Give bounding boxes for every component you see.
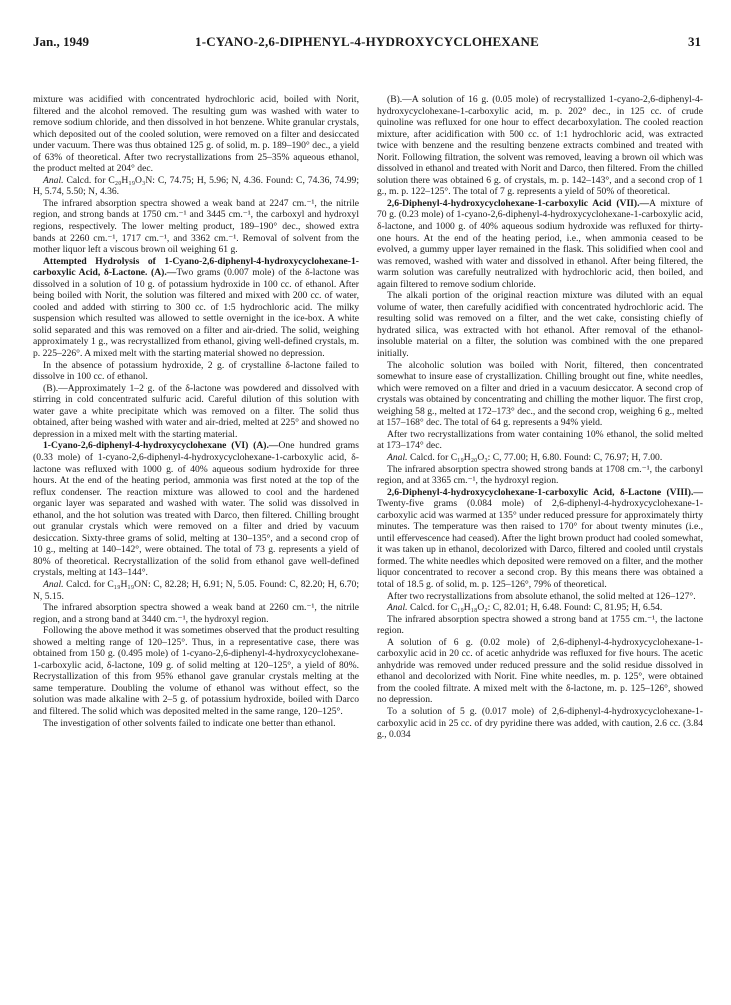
section-paragraph [377,198,703,290]
paragraph-text: Calcd. for C₁₉H₁₈O₂: C, 82.01; H, 6.48. Found: C, 81.95; H, 6.54. [409,602,663,614]
paragraph-text: (B).—A solution of 16 g. (0.05 mole) of recrystallized 1-cyano-2,6-diphenyl-4-hydroxycyclohexane-1-carboxylic acid, m. p. 202° dec., in 125 cc. of crude quinoline was refluxed for one hour to effect decarboxylation. The cooled reaction mixture, after acidification with 500 cc. of 1:1 hydrochloric acid, was extracted twice with benzene and the resulting benzene extracts combined and treated with Norit. Following filtration, the solvent was removed, leaving a brown oil which was dissolved in ethanol and treated with Norit and Darco, then filtered. From the chilled solution there was obtained 6 g. of crystals, m. p. 142–143°, and a second crop of 1 g., m. p. 122–125°. The total of 7 g. represents a yield of 50% of theoretical. [377,94,703,198]
analysis-paragraph [33,579,359,602]
paragraph-text: mixture was acidified with concentrated hydrochloric acid, boiled with Norit, filtered and the alcohol removed. The resulting gum was washed with water to remove sodium chloride, and then dissolved in hot benzene. White granular crystals, which deposited out of the cooled solution, were removed on a filter and desiccated under vacuum. There was thus obtained 125 g. of solid, m. p. 189–190° dec., a yield of 63% of theoretical. After two recrystallizations from 25–35% aqueous ethanol, the product melted at 204° dec. [33,94,359,175]
issue-date: Jan., 1949 [33,34,89,49]
analysis-label: Anal. [387,602,408,614]
paragraph-text: Twenty-five grams (0.084 mole) of 2,6-diphenyl-4-hydroxycyclohexane-1-carboxylic acid was warmed at 135° under reduced pressure for approximately thirty minutes. The temperature was then raised to 170° for about twenty minutes (i.e., until effervescence had ceased). After the light brown product had cooled somewhat, it was taken up in ethanol, decolorized with Darco, filtered and cooled until crystals formed. The white needles which deposited were removed on a filter, and the mother liquor concentrated to recover a second crop. By this means there was obtained a total of 18.5 g. of solid, m. p. 125–126°, 79% of theoretical. [377,498,703,590]
paragraph-text: After two recrystallizations from water containing 10% ethanol, the solid melted at 173–174° dec. [377,428,703,452]
analysis-paragraph [33,175,359,198]
paragraph-text: Calcd. for C₁₉H₂₀O₃: C, 77.00; H, 6.80. Found: C, 76.97; H, 7.00. [409,451,663,463]
paragraph-text: The infrared absorption spectra showed a strong band at 1755 cm.⁻¹, the lactone region. [377,613,703,637]
paragraph-text: The infrared absorption spectra showed a weak band at 2260 cm.⁻¹, the nitrile region, and a strong band at 3440 cm.⁻¹, the hydroxyl region. [33,602,359,625]
paragraph-text: In the absence of potassium hydroxide, 2 g. of crystalline δ-lactone failed to dissolve in 100 cc. of ethanol. [33,359,359,383]
paragraph-text: The investigation of other solvents failed to indicate one better than ethanol. [43,717,336,729]
paragraph-text: One hundred grams (0.33 mole) of 1-cyano-2,6-diphenyl-4-hydroxycyclohexane-1-carboxylic acid, δ-lactone was refluxed with 1000 g. of 40% aqueous sodium hydroxide for three hours. At the end of the heating period, ammonia was first noted at the top of the reflux condenser. The reaction mixture was allowed to cool and the hardened organic layer was separated and washed with water. The solid was dissolved in ethanol, and the hot solution was treated with Darco, then filtered. Chilling brought out granular crystals which were removed on a filter and dried by vacuum desiccation. Sixty-three grams of solid, melting at 130–135°, and a second crop of 10 g., melting at 140–142°, were obtained. The total of 73 g. represents a yield of 80% of theoretical. Recrystallization of the solid from ethanol gave well-defined crystals, melting at 143–144°. [33,440,359,579]
body-paragraph [377,464,703,487]
body-paragraph [377,637,703,706]
paragraph-text: The infrared absorption spectra showed strong bands at 1708 cm.⁻¹, the carbonyl region, and at 3365 cm.⁻¹, the hydroxyl region. [377,463,703,487]
body-paragraph [377,429,703,452]
analysis-label: Anal. [43,174,64,186]
paragraph-text: The alcoholic solution was boiled with Norit, filtered, then concentrated somewhat to insure ease of crystallization. Chilling brought out fine, white needles, which were removed on a filter and dried in a vacuum desiccator. A second crop of crystals was obtained by concentrating and chilling the mother liquor. The first crop, weighing 58 g., melted at 172–173° dec., and the second crop, weighing 6 g., melted at 157–168° dec. The total of 64 g. represents a 94% yield. [377,359,703,429]
analysis-paragraph [377,452,703,464]
section-paragraph [33,256,359,360]
body-paragraph [33,602,359,625]
paragraph-text: After two recrystallizations from absolute ethanol, the solid melted at 126–127°. [387,590,696,602]
body-paragraph [377,706,703,741]
paragraph-text: The alkali portion of the original reaction mixture was diluted with an equal volume of water, then carefully acidified with concentrated hydrochloric acid. The resulting solid was removed on a filter, and the wet cake, consisting chiefly of hydrated silica, was extracted with hot ethanol. After removal of the ethanol-insoluble material on a filter, the solution was combined with the one prepared initially. [377,290,703,360]
paragraph-text: A mixture of 70 g. (0.23 mole) of 1-cyano-2,6-diphenyl-4-hydroxycyclohexane-1-carboxylic acid, δ-lactone, and 1000 g. of 40% aqueous sodium hydroxide was refluxed for thirty-one hours. At the end of the heating period, i.e., when ammonia ceased to be evolved, a gummy upper layer remained in the flask. This solidified when cool and was removed, washed with water and dissolved in ethanol. After being filtered, the warm solution was carefully neutralized with hydrochloric acid, then boiled, and again filtered to remove sodium chloride. [377,197,703,290]
body-paragraph [33,94,359,175]
section-heading: 1-Cyano-2,6-diphenyl-4-hydroxycyclohexane (VI) (A).— [43,440,279,452]
section-heading: Attempted Hydrolysis of 1-Cyano-2,6-diphenyl-4-hydroxycyclohexane-1-carboxylic Acid, δ-Lactone. (A).— [33,255,359,279]
right-column [377,94,703,741]
section-heading: 2,6-Diphenyl-4-hydroxycyclohexane-1-carboxylic Acid (VII).— [387,197,650,209]
left-column [33,94,359,729]
body-paragraph [377,290,703,359]
section-paragraph [33,440,359,579]
body-paragraph [33,625,359,717]
running-header [33,34,701,54]
section-paragraph [377,487,703,591]
body-paragraph [377,614,703,637]
body-paragraph [33,360,359,383]
paragraph-text: Two grams (0.007 mole) of the δ-lactone was dissolved in a solution of 10 g. of potassium hydroxide in 100 cc. of ethanol. After being boiled with Norit, the solution was filtered and mixed with 200 cc. of water, cooled and added with stirring to 300 cc. of 1:5 hydrochloric acid. The milky suspension which resulted was allowed to settle overnight in the ice-box. A white solid separated and this was removed on a filter and air-dried. The solid, weighing approximately 1 g., was recrystallized from ethanol, giving well-defined crystals, m. p. 225–226°. A mixed melt with the starting material showed no depression. [33,267,359,360]
paragraph-text: A solution of 6 g. (0.02 mole) of 2,6-diphenyl-4-hydroxycyclohexane-1-carboxylic acid in 20 cc. of acetic anhydride was refluxed for five hours. The acetic anhydride was removed under reduced pressure and the solid residue dissolved in ethanol and decolorized with Norit. Fine white needles, m. p. 125°, were obtained from the cooled filtrate. A mixed melt with the δ-lactone, m. p. 125–126°, showed no depression. [377,636,703,706]
paragraph-text: (B).—Approximately 1–2 g. of the δ-lactone was powdered and dissolved with stirring in cold concentrated sulfuric acid. Careful dilution of this solution with water gave a white precipitate which was removed on a filter. The solid thus obtained, after being washed with water and air-dried, melted at 225° and showed no depression in a mixed melt with the starting material. [33,382,359,440]
analysis-label: Anal. [387,451,408,463]
body-paragraph [33,198,359,256]
running-title: 1-CYANO-2,6-DIPHENYL-4-HYDROXYCYCLOHEXANE [195,34,539,49]
body-paragraph [33,718,359,730]
paragraph-text: The infrared absorption spectra showed a weak band at 2247 cm.⁻¹, the nitrile region, and strong bands at 1750 cm.⁻¹ and 3445 cm.⁻¹, the carboxyl and hydroxyl regions, respectively. The lower melting product, 189–190° dec., showed extra bands at 2260 cm.⁻¹, 1717 cm.⁻¹, and 3362 cm.⁻¹. Removal of solvent from the mother liquor left a viscous brown oil weighing 61 g. [33,197,359,256]
analysis-paragraph [377,602,703,614]
body-paragraph [377,591,703,603]
body-paragraph [377,94,703,198]
body-paragraph [33,383,359,441]
paragraph-text: Calcd. for C₁₉H₁₉ON: C, 82.28; H, 6.91; N, 5.05. Found: C, 82.20; H, 6.70; N, 5.15. [33,578,359,602]
paragraph-text: To a solution of 5 g. (0.017 mole) of 2,6-diphenyl-4-hydroxycyclohexane-1-carboxylic acid in 25 cc. of dry pyridine there was added, with caution, 2.6 cc. (3.84 g., 0.034 [377,705,703,741]
paragraph-text: Following the above method it was sometimes observed that the product resulting showed a melting range of 120–125°. Thus, in a representative case, there was obtained from 150 g. (0.495 mole) of 1-cyano-2,6-diphenyl-4-hydroxycyclohexane-1-carboxylic acid, δ-lactone, 109 g. of solid melting at 120–125°, a yield of 80%. Recrystallization of this from 95% ethanol gave granular crystals melting at the same temperature. Doubling the volume of ethanol was without effect, so the solution was made alkaline with 2–5 g. of potassium hydroxide, boiled with Darco and filtered. The solid which was deposited melted in the same range, 120–125°. [33,625,359,717]
page-number: 31 [688,34,701,49]
body-paragraph [377,360,703,429]
paragraph-text: Calcd. for C₂₀H₁₉O₃N: C, 74.75; H, 5.96; N, 4.36. Found: C, 74.36, 74.99; H, 5.74, 5.50; N, 4.36. [33,174,359,198]
section-heading: 2,6-Diphenyl-4-hydroxycyclohexane-1-carboxylic Acid, δ-Lactone (VIII).— [387,486,703,498]
analysis-label: Anal. [43,578,64,590]
